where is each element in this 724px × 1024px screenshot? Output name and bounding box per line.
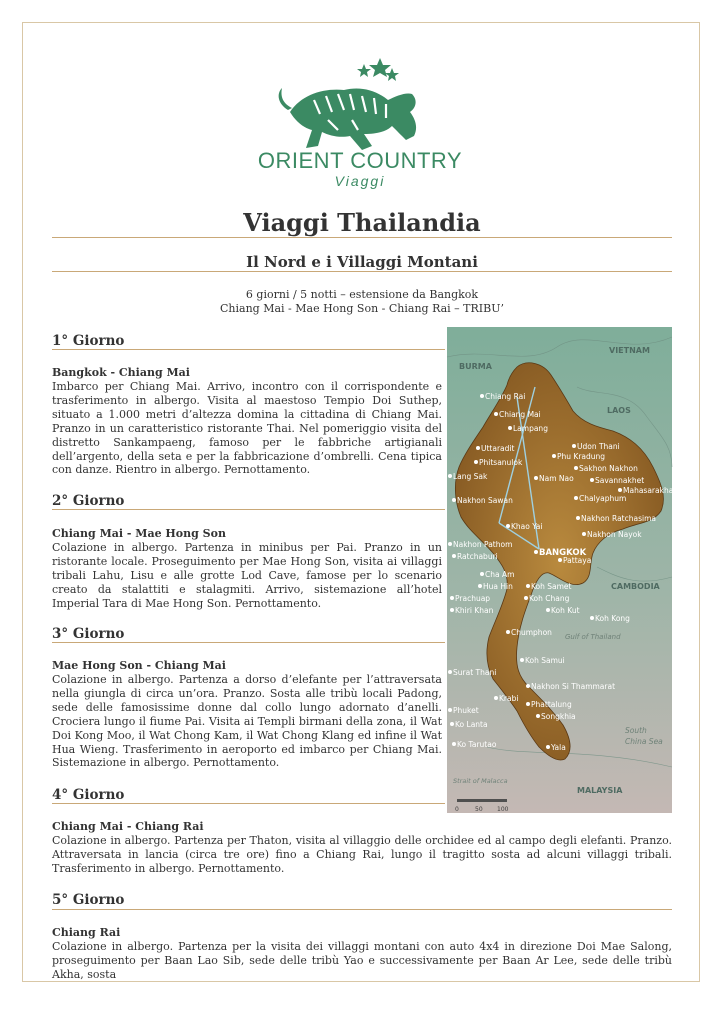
map-city-label: Ko Tarutao [457,740,497,749]
map-city-label: Surat Thani [453,668,497,677]
page-title: Viaggi Thailandia [243,208,481,237]
map-city-label: Chiang Rai [485,392,526,401]
map-country-label: CAMBODIA [611,582,660,591]
map-city-label: Cha Am [485,570,515,579]
map-country-label: LAOS [607,406,631,415]
map-city-label: Songkhia [541,712,576,721]
brand-name: ORIENT COUNTRY [257,148,463,173]
map-city-dot [452,742,456,746]
map-city-dot [590,616,594,620]
map-city-dot [508,426,512,430]
map-city-label: Koh Samui [525,656,565,665]
page-subtitle: Il Nord e i Villaggi Montani [246,253,478,271]
map-city-label: BANGKOK [539,548,587,558]
map-scale-label: 50 [475,806,483,813]
day-3-route: Mae Hong Son - Chiang Mai [52,659,226,672]
map-city-dot [574,496,578,500]
map-city-label: Hua Hin [483,582,513,591]
map-city-label: Ratchaburi [457,552,498,561]
map-city-dot [448,670,452,674]
map-city-dot [552,454,556,458]
map-sea-label: China Sea [625,737,663,746]
map-city-dot [476,446,480,450]
trip-stops: Chiang Mai - Mae Hong Son - Chiang Rai – TRIBU’ [220,302,504,315]
map-city-dot [506,524,510,528]
map-city-label: Khao Yai [511,522,543,531]
map-city-dot [494,696,498,700]
map-city-dot [474,460,478,464]
title-rule [52,237,672,238]
map-city-label: Pattaya [563,556,592,565]
map-city-dot [452,554,456,558]
map-city-dot [452,498,456,502]
map-city-dot [558,558,562,562]
map-city-label: Sakhon Nakhon [579,464,638,473]
day-5-heading: 5° Giorno [52,892,125,908]
map-scale-label: 100 [497,806,509,813]
map-city-dot [534,550,538,554]
day-5-route: Chiang Rai [52,926,121,939]
map-city-dot [520,658,524,662]
map-city-label: Phuket [453,706,479,715]
day-2-heading: 2° Giorno [52,493,125,509]
map-city-dot [546,745,550,749]
map-city-dot [572,444,576,448]
map-city-dot [448,542,452,546]
day-1-text: Imbarco per Chiang Mai. Arrivo, incontro con il corrispondente e trasferimento in albergo. Visita al maestoso Tempio Doi Suthep, situato a 1.000 metri d’altezza domina la cittadina di Chiang Mai. Pranzo in un caratteristico ristorante Thai. Nel pomeriggio visita del distretto Sankampaeng, famoso per le fabbriche artigianali dell’argento, della seta e per la fabbricazione d’ombrelli. Cena tipica con danze. Rientro in albergo. Pernottamento. [52,380,442,477]
day-2-rule [52,509,445,510]
subtitle-rule [52,271,672,272]
map-city-dot [506,630,510,634]
map-city-label: Koh Kong [595,614,630,623]
map-country-label: MALAYSIA [577,786,623,795]
map-city-dot [526,702,530,706]
map-sea-label: Gulf of Thailand [565,633,621,641]
map-scale-bar [457,799,507,802]
map-city-label: Mahasarakham [623,486,681,495]
map-city-dot [526,684,530,688]
day-3-rule [52,642,445,643]
map-city-label: Udon Thani [577,442,620,451]
map-city-label: Lang Sak [453,472,488,481]
map-city-dot [450,596,454,600]
map-city-dot [480,394,484,398]
map-city-dot [590,478,594,482]
map-city-label: Nakhon Nayok [587,530,642,539]
map-sea-label: South [625,726,647,735]
day-1-heading: 1° Giorno [52,333,125,349]
map-city-dot [524,596,528,600]
map-city-dot [450,608,454,612]
day-1-route: Bangkok - Chiang Mai [52,366,190,379]
map-city-label: Nakhon Si Thammarat [531,682,616,691]
day-1-rule [52,349,445,350]
day-2-text: Colazione in albergo. Partenza in minibus per Pai. Pranzo in un ristorante locale. Proseguimento per Mae Hong Son, visita ai villaggi tribali Lahu, Lisu e alle grotte Lod Cave, famose per lo scenario creato da stalattiti e stalagmiti. Arrivo, sistemazione all’hotel Imperial Tara di Mae Hong Son. Pernottamento. [52,541,442,610]
map-city-dot [574,466,578,470]
map-city-label: Ko Lanta [455,720,488,729]
map-city-label: Phu Kradung [557,452,606,461]
day-3-text: Colazione in albergo. Partenza a dorso d’elefante per l’attraversata nella giungla di circa un’ora. Pranzo. Sosta alle tribù locali Padong, sede delle famosissime donne dal collo lungo adornato d’anelli. Crociera lungo il fiume Pai. Visita ai Templi birmani della zona, il Wat Doi Kong Moo, il Wat Chong Kam, il Wat Chong Klang ed infine il Wat Hua Wieng. Trasferimento in aeroporto ed imbarco per Chiang Mai. Sistemazione in albergo. Pernottamento. [52,673,442,770]
day-5-text: Colazione in albergo. Partenza per la visita dei villaggi montani con auto 4x4 in direzione Doi Mae Salong, proseguimento per Baan Lao Sib, sede delle tribù Yao e successivamente per Baan Ar Lee, sede delle tribù Akha, sosta [52,940,672,981]
map-city-label: Krabi [499,694,519,703]
map-city-dot [480,572,484,576]
map-city-label: Uttaradit [481,444,515,453]
day-3-heading: 3° Giorno [52,626,125,642]
map-city-label: Chalyaphum [579,494,627,503]
map-city-dot [534,476,538,480]
map-city-label: Koh Chang [529,594,570,603]
day-4-rule [52,803,445,804]
day-4-route: Chiang Mai - Chiang Rai [52,820,204,833]
map-city-dot [546,608,550,612]
map-city-label: Nakhon Ratchasima [581,514,656,523]
brand-subtitle: Viaggi [334,173,386,189]
map-city-label: Nakhon Sawan [457,496,513,505]
map-sea-label: Strait of Malacca [453,777,508,785]
map-city-dot [450,722,454,726]
day-2-route: Chiang Mai - Mae Hong Son [52,527,226,540]
day-5-rule [52,909,672,910]
map-country-label: BURMA [459,362,492,371]
map-city-label: Lampang [513,424,548,433]
map-city-label: Koh Kut [551,606,580,615]
map-city-label: Prachuap [455,594,491,603]
map-city-label: Nakhon Pathom [453,540,513,549]
map-city-dot [618,488,622,492]
map-city-dot [448,708,452,712]
map-city-dot [526,584,530,588]
map-city-label: Yala [551,743,566,752]
map-city-label: Nam Nao [539,474,574,483]
map-city-label: Phitsanulok [479,458,523,467]
map-city-dot [576,516,580,520]
map-city-label: Chiang Mai [499,410,541,419]
day-4-text: Colazione in albergo. Partenza per Thaton, visita al villaggio delle orchidee ed al campo degli elefanti. Pranzo. Attraversata in lancia (circa tre ore) fino a Chiang Rai, lungo il tragitto sosta ad alcuni villaggi tribali. Trasferimento in albergo. Pernottamento. [52,834,672,875]
map-city-label: Koh Samet [531,582,572,591]
map-country-label: VIETNAM [609,346,650,355]
trip-duration: 6 giorni / 5 notti – estensione da Bangkok [245,288,479,301]
map-scale-label: 0 [455,806,459,813]
map-city-label: Phattalung [531,700,572,709]
map-city-dot [494,412,498,416]
map-city-label: Chumphon [511,628,552,637]
map-city-dot [536,714,540,718]
map-city-dot [448,474,452,478]
map-city-dot [582,532,586,536]
trip-meta [52,288,672,316]
map-city-label: Khiri Khan [455,606,494,615]
thailand-map [447,327,681,813]
day-4-heading: 4° Giorno [52,787,125,803]
map-city-label: Savannakhet [595,476,645,485]
map-city-dot [478,584,482,588]
